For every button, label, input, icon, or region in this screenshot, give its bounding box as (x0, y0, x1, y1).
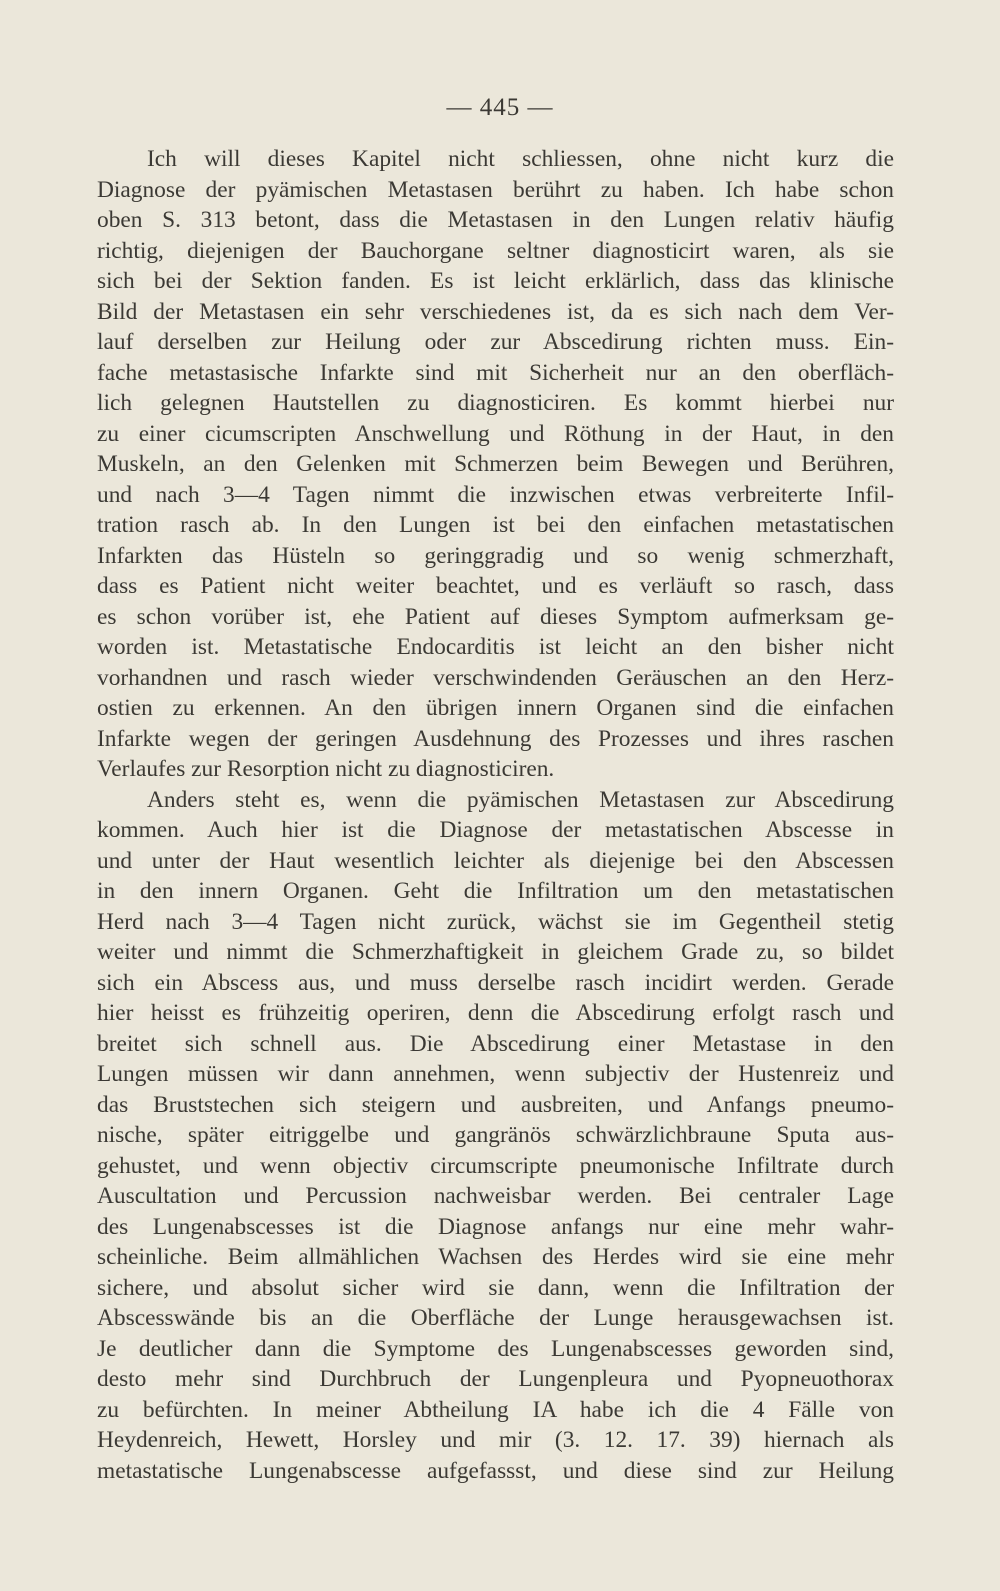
text-line: tration rasch ab. In den Lungen ist bei den einfachen metastatischen (97, 512, 894, 538)
text-line: desto mehr sind Durchbruch der Lungenpleura und Pyopneuothorax (97, 1366, 894, 1392)
body-text (97, 144, 894, 1486)
text-line: und nach 3—4 Tagen nimmt die inzwischen etwas verbreiterte Infil- (97, 481, 894, 508)
text-line: lich gelegnen Hautstellen zu diagnosticiren. Es kommt hierbei nur (97, 390, 894, 416)
text-line: sich bei der Sektion fanden. Es ist leicht erklärlich, dass das klinische (97, 268, 894, 294)
text-line: hier heisst es frühzeitig operiren, denn die Abscedirung erfolgt rasch und (97, 1000, 894, 1026)
text-line: sich ein Abscess aus, und muss derselbe rasch incidirt werden. Gerade (97, 969, 894, 996)
text-line: Lungen müssen wir dann annehmen, wenn subjectiv der Hustenreiz und (97, 1061, 894, 1087)
text-line: Heydenreich, Hewett, Horsley und mir (3. 12. 17. 39) hiernach als (97, 1427, 894, 1453)
text-line: das Bruststechen sich steigern und ausbreiten, und Anfangs pneumo- (97, 1091, 894, 1118)
text-line: dass es Patient nicht weiter beachtet, und es verläuft so rasch, dass (97, 573, 894, 599)
text-line: zu einer cicumscripten Anschwellung und Röthung in der Haut, in den (97, 420, 894, 447)
text-line: des Lungenabscesses ist die Diagnose anfangs nur eine mehr wahr- (97, 1213, 894, 1240)
text-line: Herd nach 3—4 Tagen nicht zurück, wächst sie im Gegentheil stetig (97, 908, 894, 935)
text-line: vorhandnen und rasch wieder verschwindenden Geräuschen an den Herz- (97, 664, 894, 691)
text-line: Anders steht es, wenn die pyämischen Metastasen zur Abscedirung (147, 786, 894, 813)
text-line: Infarkten das Hüsteln so geringgradig und so wenig schmerzhaft, (97, 542, 894, 569)
text-line: kommen. Auch hier ist die Diagnose der metastatischen Abscesse in (97, 817, 894, 843)
text-line: Verlaufes zur Resorption nicht zu diagnosticiren. (97, 756, 555, 782)
text-line: und unter der Haut wesentlich leichter als diejenige bei den Abscessen (97, 847, 894, 874)
text-line: weiter und nimmt die Schmerzhaftigkeit in gleichem Grade zu, so bildet (97, 939, 894, 965)
text-line: Bild der Metastasen ein sehr verschiedenes ist, da es sich nach dem Ver- (97, 298, 894, 325)
text-line: oben S. 313 betont, dass die Metastasen in den Lungen relativ häufig (97, 207, 894, 233)
text-line: nische, später eitriggelbe und gangränös schwärzlichbraune Sputa aus- (97, 1122, 894, 1148)
text-line: Abscesswände bis an die Oberfläche der Lunge herausgewachsen ist. (97, 1305, 894, 1331)
text-line: Infarkte wegen der geringen Ausdehnung des Prozesses und ihres raschen (97, 725, 894, 752)
text-line: sichere, und absolut sicher wird sie dann, wenn die Infiltration der (97, 1274, 894, 1301)
text-line: metastatische Lungenabscesse aufgefassst, und diese sind zur Heilung (97, 1457, 894, 1484)
text-line: worden ist. Metastatische Endocarditis ist leicht an den bisher nicht (97, 634, 894, 660)
text-line: gehustet, und wenn objectiv circumscripte pneumonische Infiltrate durch (97, 1152, 894, 1179)
text-line: fache metastasische Infarkte sind mit Sicherheit nur an den oberfläch- (97, 359, 894, 386)
text-line: Diagnose der pyämischen Metastasen berührt zu haben. Ich habe schon (97, 176, 894, 203)
text-line: Ich will dieses Kapitel nicht schliessen, ohne nicht kurz die (147, 146, 894, 172)
text-line: breitet sich schnell aus. Die Abscedirung einer Metastase in den (97, 1030, 894, 1057)
text-line: Auscultation und Percussion nachweisbar werden. Bei centraler Lage (97, 1183, 894, 1209)
text-line: lauf derselben zur Heilung oder zur Abscedirung richten muss. Ein- (97, 329, 894, 355)
page-number: — 445 — (446, 94, 554, 121)
text-line: es schon vorüber ist, ehe Patient auf dieses Symptom aufmerksam ge- (97, 603, 894, 630)
text-line: ostien zu erkennen. An den übrigen innern Organen sind die einfachen (97, 695, 894, 721)
text-line: zu befürchten. In meiner Abtheilung IA habe ich die 4 Fälle von (97, 1396, 894, 1423)
text-line: in den innern Organen. Geht die Infiltration um den metastatischen (97, 878, 894, 904)
text-line: richtig, diejenigen der Bauchorgane seltner diagnosticirt waren, als sie (97, 237, 894, 264)
text-line: scheinliche. Beim allmählichen Wachsen des Herdes wird sie eine mehr (97, 1244, 894, 1270)
text-line: Muskeln, an den Gelenken mit Schmerzen beim Bewegen und Berühren, (97, 451, 894, 477)
text-line: Je deutlicher dann die Symptome des Lungenabscesses geworden sind, (97, 1335, 894, 1362)
